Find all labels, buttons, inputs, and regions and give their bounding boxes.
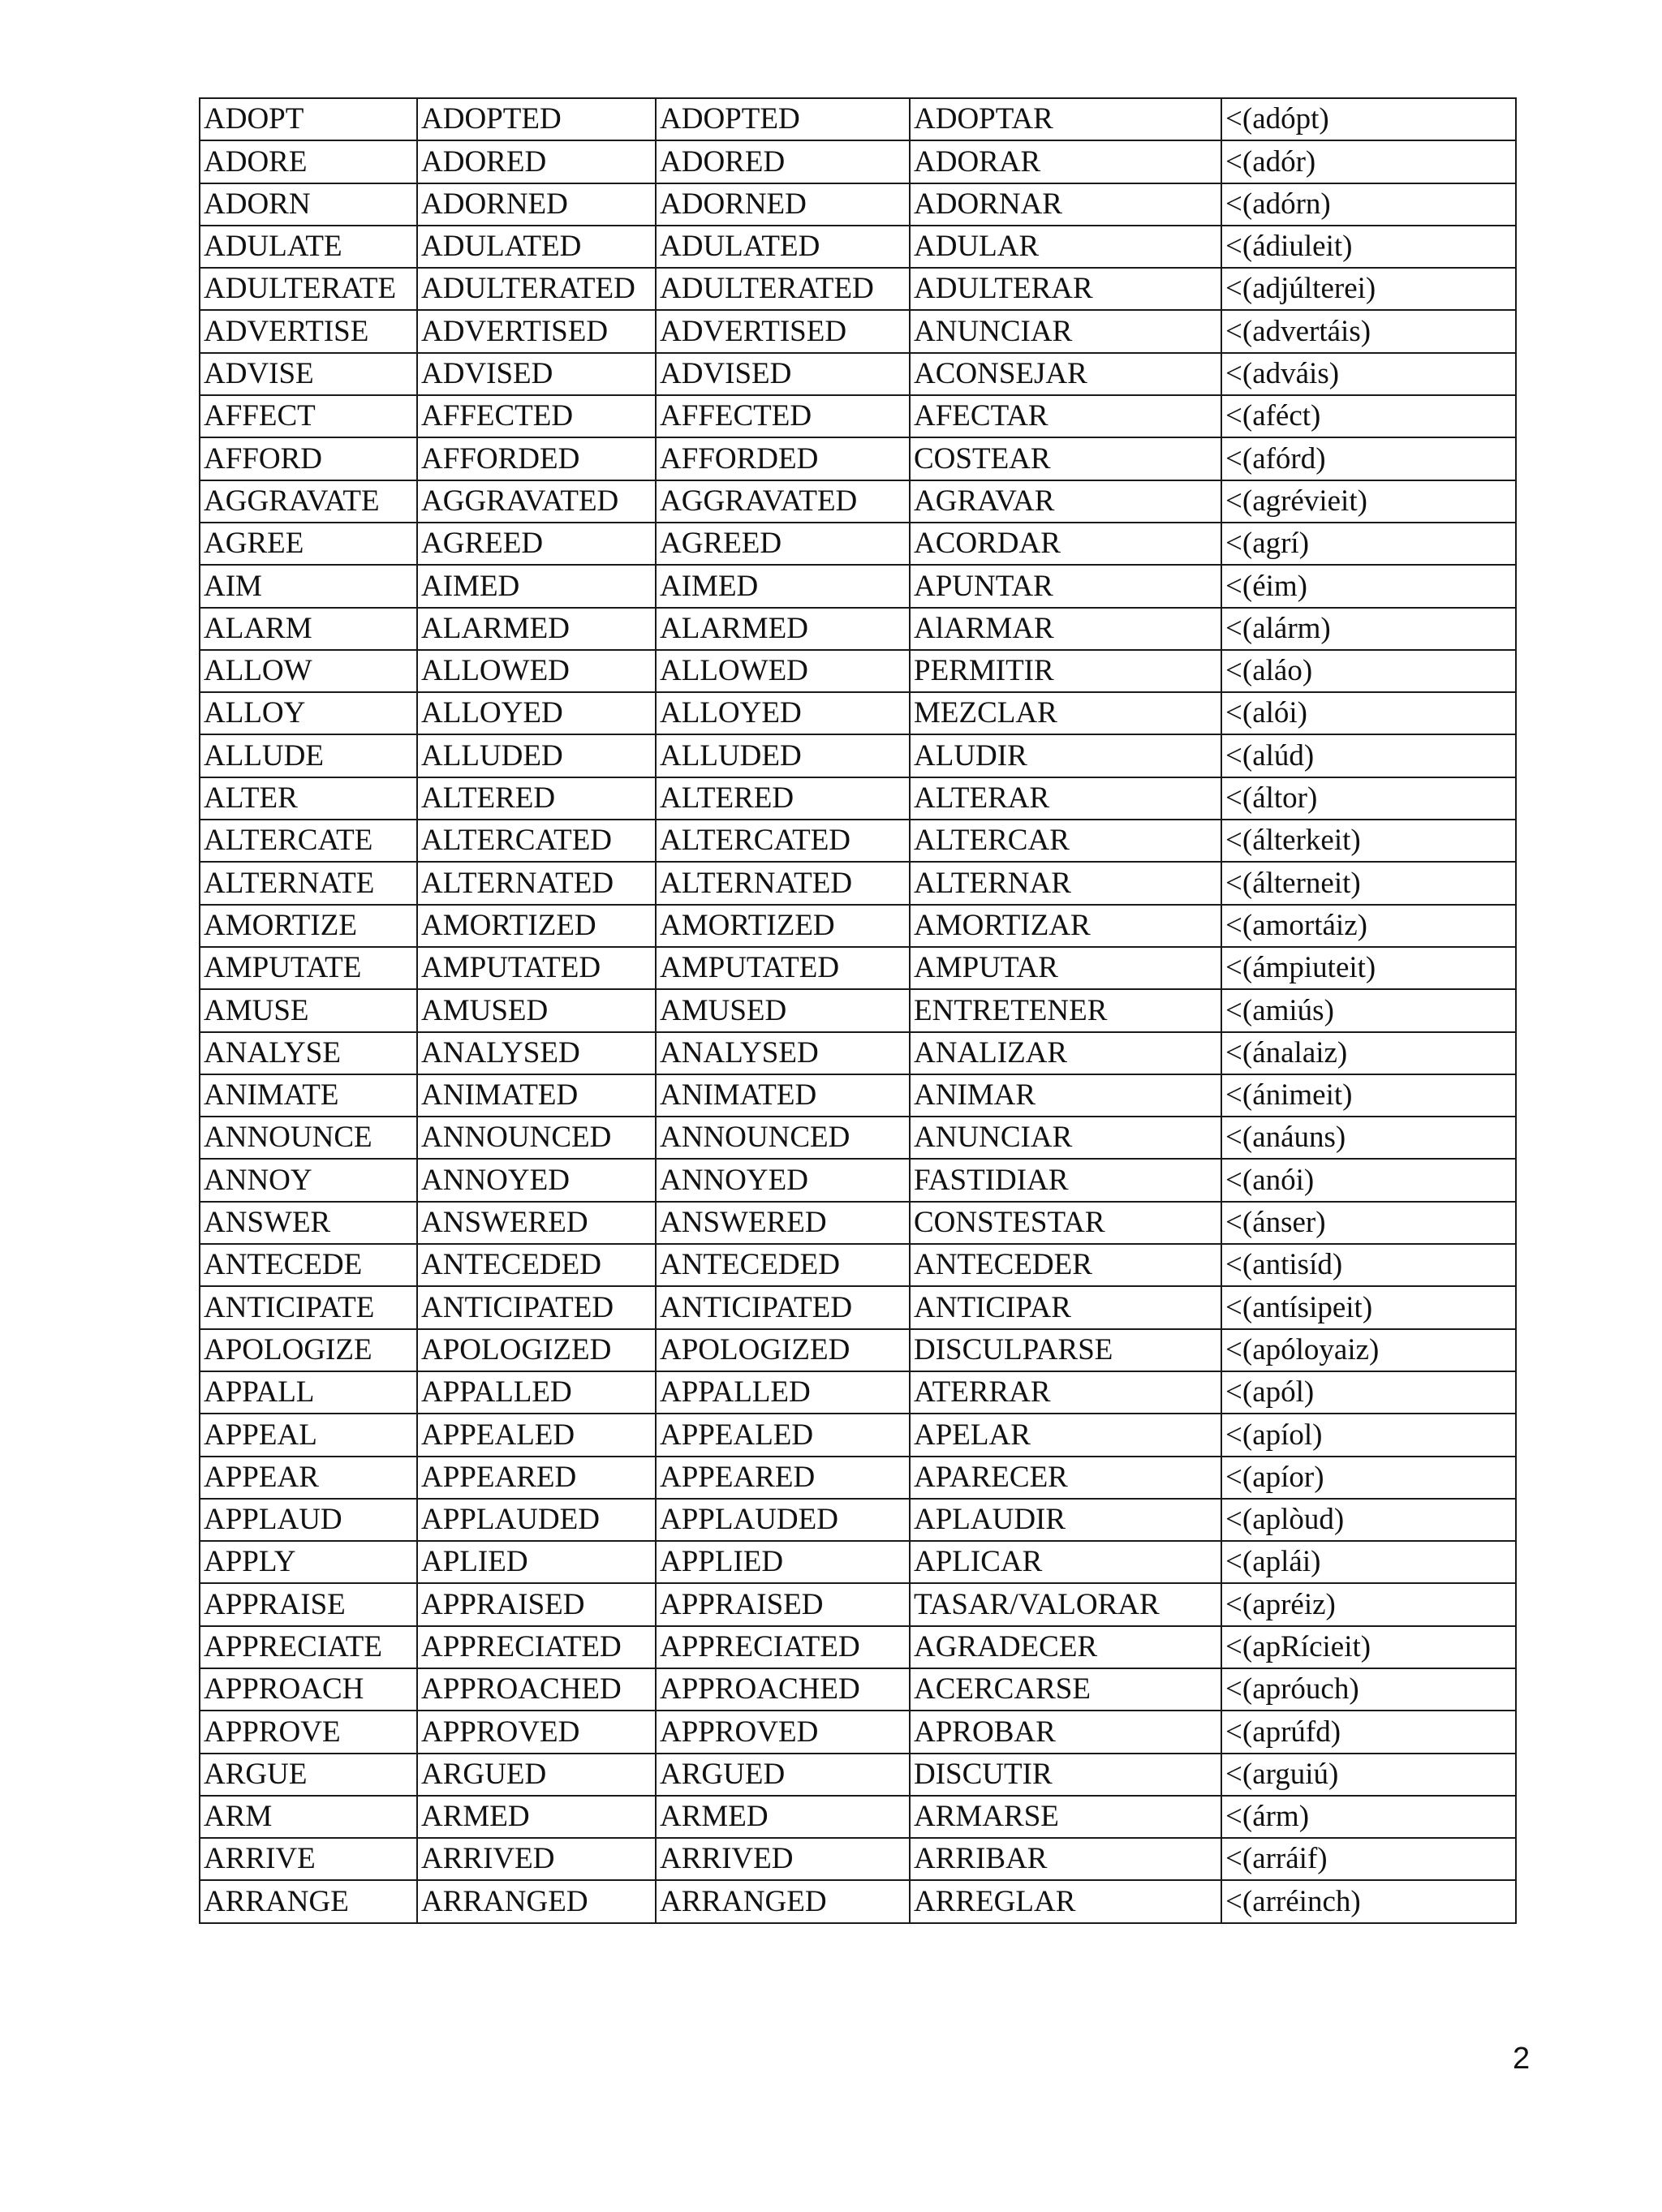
pronunciation-cell: <(antísipeit) (1221, 1286, 1516, 1328)
table-row (200, 947, 1516, 989)
spanish-cell: COSTEAR (910, 437, 1221, 480)
pronunciation-cell: <(arguiú) (1221, 1754, 1516, 1796)
verb-cell: ALLOW (200, 650, 417, 692)
past-cell: ANSWERED (417, 1202, 656, 1244)
participle-cell: APPEALED (656, 1414, 910, 1456)
table-row (200, 1880, 1516, 1922)
participle-cell: ADULATED (656, 226, 910, 268)
verb-cell: ARM (200, 1796, 417, 1838)
verb-cell: ARGUE (200, 1754, 417, 1796)
spanish-cell: ANALIZAR (910, 1032, 1221, 1074)
participle-cell: ALARMED (656, 608, 910, 650)
past-cell: ANALYSED (417, 1032, 656, 1074)
spanish-cell: ALTERNAR (910, 862, 1221, 904)
past-cell: ANIMATED (417, 1074, 656, 1117)
table-row (200, 862, 1516, 904)
spanish-cell: TASAR/VALORAR (910, 1583, 1221, 1625)
verb-cell: ALTER (200, 777, 417, 820)
table-row (200, 1414, 1516, 1456)
table-row (200, 1159, 1516, 1201)
past-cell: ADULTERATED (417, 268, 656, 310)
participle-cell: ALTERCATED (656, 820, 910, 862)
spanish-cell: ARREGLAR (910, 1880, 1221, 1922)
pronunciation-cell: <(arráif) (1221, 1838, 1516, 1880)
verb-cell: ANTECEDE (200, 1244, 417, 1286)
past-cell: ADORED (417, 140, 656, 183)
past-cell: AFFECTED (417, 395, 656, 437)
past-cell: ANTICIPATED (417, 1286, 656, 1328)
participle-cell: ANALYSED (656, 1032, 910, 1074)
pronunciation-cell: <(arréinch) (1221, 1880, 1516, 1922)
pronunciation-cell: <(adjúlterei) (1221, 268, 1516, 310)
spanish-cell: CONSTESTAR (910, 1202, 1221, 1244)
participle-cell: ADORNED (656, 183, 910, 226)
verb-cell: ARRANGE (200, 1880, 417, 1922)
past-cell: ANNOUNCED (417, 1117, 656, 1159)
spanish-cell: ADORAR (910, 140, 1221, 183)
verb-cell: APPEAR (200, 1457, 417, 1499)
pronunciation-cell: <(alárm) (1221, 608, 1516, 650)
table-row (200, 820, 1516, 862)
table-row (200, 1117, 1516, 1159)
participle-cell: ALTERNATED (656, 862, 910, 904)
participle-cell: ADOPTED (656, 98, 910, 140)
spanish-cell: ADOPTAR (910, 98, 1221, 140)
participle-cell: APPALLED (656, 1371, 910, 1414)
pronunciation-cell: <(adváis) (1221, 353, 1516, 395)
verb-cell: ANSWER (200, 1202, 417, 1244)
past-cell: APPLAUDED (417, 1499, 656, 1541)
table-row (200, 1754, 1516, 1796)
spanish-cell: AFECTAR (910, 395, 1221, 437)
participle-cell: ANTECEDED (656, 1244, 910, 1286)
table-row (200, 1074, 1516, 1117)
participle-cell: ANNOUNCED (656, 1117, 910, 1159)
verb-cell: ANTICIPATE (200, 1286, 417, 1328)
table-row (200, 1286, 1516, 1328)
pronunciation-cell: <(apróuch) (1221, 1668, 1516, 1711)
past-cell: AMORTIZED (417, 905, 656, 947)
verb-cell: AMUSE (200, 989, 417, 1031)
verb-cell: APPROVE (200, 1711, 417, 1753)
verb-cell: ANALYSE (200, 1032, 417, 1074)
participle-cell: ANIMATED (656, 1074, 910, 1117)
past-cell: ALTERNATED (417, 862, 656, 904)
participle-cell: ALLOWED (656, 650, 910, 692)
spanish-cell: ENTRETENER (910, 989, 1221, 1031)
participle-cell: APPLIED (656, 1541, 910, 1583)
table-row (200, 226, 1516, 268)
participle-cell: ADVERTISED (656, 310, 910, 352)
verb-cell: AMPUTATE (200, 947, 417, 989)
pronunciation-cell: <(apréiz) (1221, 1583, 1516, 1625)
pronunciation-cell: <(apRícieit) (1221, 1626, 1516, 1668)
pronunciation-cell: <(apóloyaiz) (1221, 1329, 1516, 1371)
verb-cell: ALARM (200, 608, 417, 650)
pronunciation-cell: <(aplái) (1221, 1541, 1516, 1583)
table-row (200, 523, 1516, 565)
table-row (200, 734, 1516, 777)
table-row (200, 98, 1516, 140)
table-row (200, 1668, 1516, 1711)
verb-cell: ADORE (200, 140, 417, 183)
past-cell: APPROVED (417, 1711, 656, 1753)
verb-cell: ANIMATE (200, 1074, 417, 1117)
pronunciation-cell: <(alói) (1221, 692, 1516, 734)
page-number: 2 (1513, 2042, 1531, 2076)
spanish-cell: APLAUDIR (910, 1499, 1221, 1541)
spanish-cell: PERMITIR (910, 650, 1221, 692)
spanish-cell: ATERRAR (910, 1371, 1221, 1414)
pronunciation-cell: <(afórd) (1221, 437, 1516, 480)
pronunciation-cell: <(amiús) (1221, 989, 1516, 1031)
table-row (200, 1499, 1516, 1541)
past-cell: APPEARED (417, 1457, 656, 1499)
past-cell: AGREED (417, 523, 656, 565)
spanish-cell: ANIMAR (910, 1074, 1221, 1117)
verb-cell: APPLAUD (200, 1499, 417, 1541)
pronunciation-cell: <(ánser) (1221, 1202, 1516, 1244)
spanish-cell: DISCUTIR (910, 1754, 1221, 1796)
participle-cell: ANTICIPATED (656, 1286, 910, 1328)
verb-cell: ADVERTISE (200, 310, 417, 352)
participle-cell: ANSWERED (656, 1202, 910, 1244)
spanish-cell: APELAR (910, 1414, 1221, 1456)
spanish-cell: AGRADECER (910, 1626, 1221, 1668)
verb-cell: ALLOY (200, 692, 417, 734)
past-cell: AMPUTATED (417, 947, 656, 989)
verb-cell: APPEAL (200, 1414, 417, 1456)
pronunciation-cell: <(ádiuleit) (1221, 226, 1516, 268)
participle-cell: AFFECTED (656, 395, 910, 437)
verb-cell: ANNOY (200, 1159, 417, 1201)
past-cell: ALLUDED (417, 734, 656, 777)
verb-cell: APPALL (200, 1371, 417, 1414)
verb-cell: AGGRAVATE (200, 480, 417, 523)
participle-cell: ANNOYED (656, 1159, 910, 1201)
table-row (200, 1838, 1516, 1880)
table-row (200, 1329, 1516, 1371)
past-cell: ARMED (417, 1796, 656, 1838)
past-cell: APPRECIATED (417, 1626, 656, 1668)
spanish-cell: APARECER (910, 1457, 1221, 1499)
spanish-cell: ALTERCAR (910, 820, 1221, 862)
pronunciation-cell: <(árm) (1221, 1796, 1516, 1838)
pronunciation-cell: <(anáuns) (1221, 1117, 1516, 1159)
participle-cell: ALTERED (656, 777, 910, 820)
pronunciation-cell: <(éim) (1221, 565, 1516, 607)
participle-cell: AIMED (656, 565, 910, 607)
pronunciation-cell: <(advertáis) (1221, 310, 1516, 352)
verb-cell: AIM (200, 565, 417, 607)
pronunciation-cell: <(amortáiz) (1221, 905, 1516, 947)
past-cell: ARRANGED (417, 1880, 656, 1922)
pronunciation-cell: <(álterneit) (1221, 862, 1516, 904)
verb-cell: ADULTERATE (200, 268, 417, 310)
participle-cell: APPRAISED (656, 1583, 910, 1625)
spanish-cell: APUNTAR (910, 565, 1221, 607)
participle-cell: ARMED (656, 1796, 910, 1838)
past-cell: ADVERTISED (417, 310, 656, 352)
table-row (200, 183, 1516, 226)
verb-cell: ADVISE (200, 353, 417, 395)
spanish-cell: ANUNCIAR (910, 310, 1221, 352)
table-row (200, 692, 1516, 734)
pronunciation-cell: <(ámpiuteit) (1221, 947, 1516, 989)
spanish-cell: ACONSEJAR (910, 353, 1221, 395)
table-row (200, 1541, 1516, 1583)
participle-cell: ARRANGED (656, 1880, 910, 1922)
table-row (200, 565, 1516, 607)
past-cell: ANTECEDED (417, 1244, 656, 1286)
table-row (200, 777, 1516, 820)
spanish-cell: ALTERAR (910, 777, 1221, 820)
verb-cell: ALTERNATE (200, 862, 417, 904)
past-cell: ADVISED (417, 353, 656, 395)
pronunciation-cell: <(adórn) (1221, 183, 1516, 226)
participle-cell: AFFORDED (656, 437, 910, 480)
participle-cell: ADVISED (656, 353, 910, 395)
past-cell: AMUSED (417, 989, 656, 1031)
table-row (200, 437, 1516, 480)
verb-cell: APOLOGIZE (200, 1329, 417, 1371)
past-cell: APLIED (417, 1541, 656, 1583)
participle-cell: AGGRAVATED (656, 480, 910, 523)
past-cell: AIMED (417, 565, 656, 607)
pronunciation-cell: <(apól) (1221, 1371, 1516, 1414)
pronunciation-cell: <(antisíd) (1221, 1244, 1516, 1286)
table-row (200, 905, 1516, 947)
past-cell: APPROACHED (417, 1668, 656, 1711)
table-row (200, 1626, 1516, 1668)
participle-cell: APOLOGIZED (656, 1329, 910, 1371)
spanish-cell: FASTIDIAR (910, 1159, 1221, 1201)
spanish-cell: ALUDIR (910, 734, 1221, 777)
verb-cell: AGREE (200, 523, 417, 565)
table-row (200, 1202, 1516, 1244)
pronunciation-cell: <(áltor) (1221, 777, 1516, 820)
past-cell: APPRAISED (417, 1583, 656, 1625)
spanish-cell: ADORNAR (910, 183, 1221, 226)
pronunciation-cell: <(ánimeit) (1221, 1074, 1516, 1117)
table-row (200, 989, 1516, 1031)
past-cell: ALLOWED (417, 650, 656, 692)
pronunciation-cell: <(aplòud) (1221, 1499, 1516, 1541)
participle-cell: AGREED (656, 523, 910, 565)
table-row (200, 1583, 1516, 1625)
pronunciation-cell: <(agrí) (1221, 523, 1516, 565)
table-row (200, 395, 1516, 437)
participle-cell: AMUSED (656, 989, 910, 1031)
table-row (200, 650, 1516, 692)
past-cell: APOLOGIZED (417, 1329, 656, 1371)
past-cell: ADULATED (417, 226, 656, 268)
participle-cell: ARGUED (656, 1754, 910, 1796)
table-row (200, 140, 1516, 183)
past-cell: ARGUED (417, 1754, 656, 1796)
participle-cell: ARRIVED (656, 1838, 910, 1880)
spanish-cell: AMORTIZAR (910, 905, 1221, 947)
verb-cell: ALTERCATE (200, 820, 417, 862)
spanish-cell: ARRIBAR (910, 1838, 1221, 1880)
table-row (200, 1032, 1516, 1074)
table-row (200, 268, 1516, 310)
pronunciation-cell: <(aláo) (1221, 650, 1516, 692)
pronunciation-cell: <(adór) (1221, 140, 1516, 183)
pronunciation-cell: <(apíol) (1221, 1414, 1516, 1456)
spanish-cell: MEZCLAR (910, 692, 1221, 734)
participle-cell: ALLOYED (656, 692, 910, 734)
table-row (200, 1371, 1516, 1414)
table-row (200, 353, 1516, 395)
spanish-cell: AlARMAR (910, 608, 1221, 650)
pronunciation-cell: <(aprúfd) (1221, 1711, 1516, 1753)
spanish-cell: AMPUTAR (910, 947, 1221, 989)
past-cell: ANNOYED (417, 1159, 656, 1201)
spanish-cell: ACERCARSE (910, 1668, 1221, 1711)
table-row (200, 1711, 1516, 1753)
past-cell: APPEALED (417, 1414, 656, 1456)
pronunciation-cell: <(álterkeit) (1221, 820, 1516, 862)
past-cell: ADORNED (417, 183, 656, 226)
verb-cell: AMORTIZE (200, 905, 417, 947)
verb-cell: ADORN (200, 183, 417, 226)
spanish-cell: DISCULPARSE (910, 1329, 1221, 1371)
past-cell: ARRIVED (417, 1838, 656, 1880)
pronunciation-cell: <(alúd) (1221, 734, 1516, 777)
participle-cell: APPRECIATED (656, 1626, 910, 1668)
spanish-cell: ADULTERAR (910, 268, 1221, 310)
participle-cell: APPROACHED (656, 1668, 910, 1711)
table-row (200, 310, 1516, 352)
table-row (200, 1244, 1516, 1286)
verb-cell: APPLY (200, 1541, 417, 1583)
pronunciation-cell: <(apíor) (1221, 1457, 1516, 1499)
pronunciation-cell: <(agrévieit) (1221, 480, 1516, 523)
participle-cell: APPROVED (656, 1711, 910, 1753)
spanish-cell: APROBAR (910, 1711, 1221, 1753)
past-cell: ALTERCATED (417, 820, 656, 862)
spanish-cell: ARMARSE (910, 1796, 1221, 1838)
participle-cell: ADORED (656, 140, 910, 183)
pronunciation-cell: <(adópt) (1221, 98, 1516, 140)
spanish-cell: AGRAVAR (910, 480, 1221, 523)
verb-cell: APPRAISE (200, 1583, 417, 1625)
participle-cell: APPLAUDED (656, 1499, 910, 1541)
table-row (200, 608, 1516, 650)
past-cell: APPALLED (417, 1371, 656, 1414)
past-cell: ADOPTED (417, 98, 656, 140)
verb-cell: AFFORD (200, 437, 417, 480)
spanish-cell: ANUNCIAR (910, 1117, 1221, 1159)
verb-cell: AFFECT (200, 395, 417, 437)
past-cell: AGGRAVATED (417, 480, 656, 523)
table-row (200, 480, 1516, 523)
verb-cell: ADULATE (200, 226, 417, 268)
participle-cell: AMPUTATED (656, 947, 910, 989)
pronunciation-cell: <(ánalaiz) (1221, 1032, 1516, 1074)
table-row (200, 1796, 1516, 1838)
past-cell: ALTERED (417, 777, 656, 820)
verb-cell: ARRIVE (200, 1838, 417, 1880)
verb-cell: APPRECIATE (200, 1626, 417, 1668)
past-cell: AFFORDED (417, 437, 656, 480)
spanish-cell: ANTICIPAR (910, 1286, 1221, 1328)
spanish-cell: ACORDAR (910, 523, 1221, 565)
participle-cell: ALLUDED (656, 734, 910, 777)
participle-cell: AMORTIZED (656, 905, 910, 947)
pronunciation-cell: <(anói) (1221, 1159, 1516, 1201)
table-row (200, 1457, 1516, 1499)
spanish-cell: APLICAR (910, 1541, 1221, 1583)
participle-cell: ADULTERATED (656, 268, 910, 310)
spanish-cell: ADULAR (910, 226, 1221, 268)
participle-cell: APPEARED (656, 1457, 910, 1499)
spanish-cell: ANTECEDER (910, 1244, 1221, 1286)
verb-table-body (200, 98, 1516, 1923)
verb-cell: ALLUDE (200, 734, 417, 777)
verb-cell: ADOPT (200, 98, 417, 140)
pronunciation-cell: <(aféct) (1221, 395, 1516, 437)
verb-cell: APPROACH (200, 1668, 417, 1711)
past-cell: ALARMED (417, 608, 656, 650)
verb-cell: ANNOUNCE (200, 1117, 417, 1159)
past-cell: ALLOYED (417, 692, 656, 734)
verb-table (199, 97, 1517, 1924)
